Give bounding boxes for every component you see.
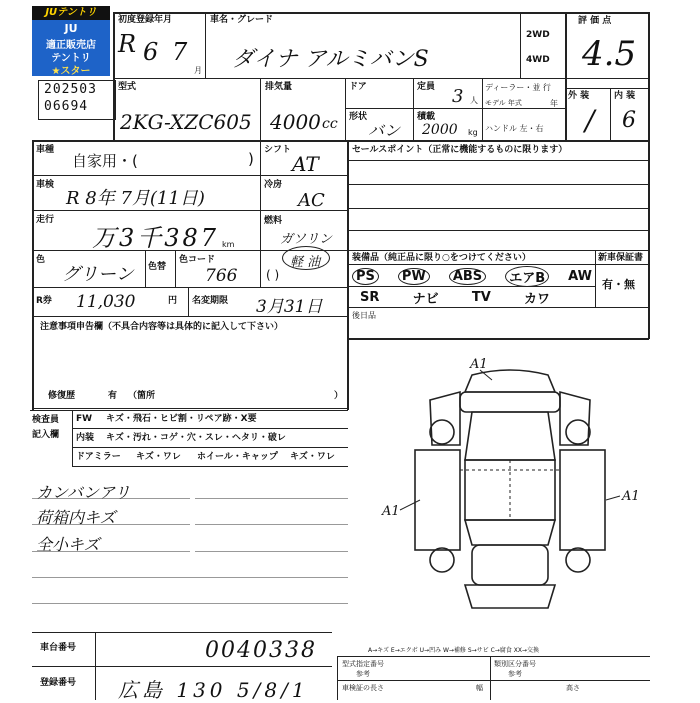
left-front-wheel [430,420,454,444]
v-line-5 [345,78,346,141]
shape-label: 形状 [349,112,368,122]
left-body-panel [415,450,460,550]
fuel-circle-mark [282,246,330,270]
row-vline-3 [175,250,176,288]
stock-number-line1: 202503 [44,82,97,97]
v-line-4 [260,78,261,141]
use-label: 車種 [36,145,55,155]
br-vline-1 [337,656,338,700]
equip-airbag: エアB [505,266,549,287]
equip-row-line-1 [347,264,649,265]
use-value: 自家用・( [72,152,138,170]
sales-point-label: セールスポイント（正常に機能するものに限ります） [352,145,568,155]
repair-value: 有 [108,391,118,401]
stock-number-line2: 06694 [44,99,89,114]
dealer-logo [32,6,110,76]
equip-tv: TV [471,289,491,305]
header-bottom-line [32,140,650,142]
row-vline-4 [188,287,189,317]
capacity-label: 定員 [417,82,436,92]
damage-mark-right: A1 [622,489,640,504]
h-line-shape [345,108,565,109]
score-label: 評 価 点 [578,16,612,26]
remark-line-5 [32,603,348,604]
color-code-value: 766 [205,266,238,286]
shift-label: シフト [264,145,292,155]
warranty-value: 有・無 [602,278,635,291]
handle-label: ハンドル 左・右 [485,124,544,133]
exterior-value: / [585,104,595,137]
equip-abs: ABS [449,268,486,285]
bottom-mid-line [32,666,332,667]
right-block-bottom [347,338,649,340]
right-front-fender [560,392,590,445]
displacement-label: 排気量 [265,82,293,92]
drive-4wd: 4WD [526,55,550,65]
v-line-1 [205,12,206,79]
fuel-label: 燃料 [264,216,283,226]
after-label: 後日品 [352,311,376,320]
rear-bumper [465,585,555,608]
repair-close: ） [334,391,344,401]
v-line-3 [565,12,567,141]
logo-mark: JU [64,22,78,35]
windshield [465,412,555,460]
registration-value: 広島 130 5/8/1 [118,678,309,702]
shift-value: AT [292,152,319,176]
damage-legend: A→キズ E→エクボ U→凹み W→補修 S→サビ C→腐食 XX→交換 [368,647,539,654]
mileage-value: 万3千387 [92,224,220,252]
fuel-value2: 軽 油 [290,255,321,270]
warranty-divider [595,250,596,308]
equipment-label: 装備品（純正品に限り○をつけてください） [352,253,531,263]
color-no-label: 色替 [148,262,167,272]
sales-line-4 [347,230,649,231]
notes-left-border [32,338,34,410]
row-line-4 [32,287,348,288]
frame-top [113,12,650,14]
logo-line2: テントリ [51,53,91,64]
remark-line-1b [195,498,348,499]
color-code-label: 色コード [179,255,216,265]
br-top-line [337,656,650,657]
yen-unit: 円 [168,296,178,306]
right-front-wheel [566,420,590,444]
bottom-vline [95,632,96,700]
center-divider [347,140,349,410]
warranty-label: 新車保証書 [598,253,644,263]
inspector-wheel-text: キズ・ワレ [290,452,335,462]
door-label: ドア [349,82,367,92]
logo-line3: ★スター [51,66,91,77]
br-ref-2: 参考 [508,670,522,678]
frame-left-top [113,12,115,140]
insp-hline-2 [72,447,348,448]
first-reg-era: R [118,30,137,58]
recycle-label: R券 [36,296,52,306]
recycle-value: 11,030 [76,292,136,312]
load-label: 積載 [417,112,436,122]
color-value: グリーン [62,264,134,285]
inspector-label2: 記入欄 [32,430,60,440]
load-value: 2000 [422,122,458,138]
equip-ps: PS [352,268,379,285]
equip-leather: カワ [523,291,550,307]
br-c4: 幅 [476,684,483,692]
row-vline-1 [260,140,261,288]
interior-label: 内 装 [614,91,636,101]
v-line-ext [610,88,611,141]
inspector-mirror: ドアミラー [76,452,121,462]
name-grade-label: 車名・グレード [210,15,274,25]
insp-hline-1 [72,428,348,429]
model-value: 2KG-XZC605 [120,110,252,134]
insp-vline-1 [72,410,73,466]
car-damage-diagram [360,350,660,630]
insp-top [30,410,348,411]
inspector-fw-text: キズ・飛石・ヒビ割・リペア跡・X要 [106,414,257,424]
sales-line-3 [347,208,649,209]
right-body-panel [560,450,605,550]
chassis-label: 車台番号 [40,643,77,653]
inspector-fw: FW [76,414,93,424]
bottom-top-line [32,632,332,633]
inspector-wheel: ホイール・キャップ [197,452,278,462]
header-mid-line [113,78,650,79]
br-ref-1: 参考 [356,670,370,678]
model-label: 型式 [118,82,137,92]
mileage-label: 走行 [36,215,55,225]
front-bumper-top [465,370,555,392]
logo-line1: 適正販売店 [46,40,96,51]
month-unit: 月 [194,66,202,75]
insp-hline-3 [72,466,348,467]
remark-1: カンバンアリ [36,483,131,502]
load-unit: kg [468,128,478,137]
ac-label: 冷房 [264,180,283,190]
right-rear-wheel [566,548,590,572]
chassis-value: 0040338 [205,638,317,663]
rear-window [465,520,555,545]
v-line-7 [482,78,483,141]
br-c1: 型式指定番号 [342,660,384,668]
inspection-label: 車検 [36,180,55,190]
front-hood [460,392,560,412]
registration-label: 登録番号 [40,678,77,688]
equip-aw: AW [568,268,592,284]
capacity-unit: 人 [470,96,478,105]
exterior-label: 外 装 [568,91,590,101]
repair-place: （箇所 [128,391,156,401]
frame-left-mid [32,140,34,340]
equip-pw: PW [398,268,430,285]
remark-line-3b [195,551,348,552]
inspector-label1: 検査員 [32,415,60,425]
damage-mark-left: A1 [382,504,400,519]
ac-value: AC [298,190,325,211]
mileage-unit: km [222,240,235,249]
equip-row-line-2 [347,286,595,287]
frame-right [648,12,650,339]
repair-label: 修復歴 [48,391,76,401]
left-front-fender [430,392,460,445]
sales-line-2 [347,184,649,185]
dealer-label: ディーラー・並 行 [485,83,551,92]
first-reg-year: 6 [143,38,159,66]
equip-navi: ナビ [412,291,439,307]
first-reg-label: 初度登録年月 [118,15,173,25]
inspector-interior: 内装 [76,433,95,443]
name-grade-value: ダイナ アルミバンS [232,47,429,72]
color-label: 色 [36,255,46,265]
remark-3: 全小キズ [36,535,100,554]
br-vline-2 [490,656,491,700]
displacement-value: 4000 [270,110,321,134]
fuel-paren: ( ) [266,268,280,282]
inspector-interior-text: キズ・汚れ・コゲ・穴・スレ・ヘタリ・破レ [106,433,286,443]
first-reg-month: 7 [172,38,188,66]
equip-row-line-3 [347,307,649,308]
notes-label: 注意事項申告欄（不具合内容等は具体的に記入して下さい） [40,322,284,332]
remark-2: 荷箱内キズ [36,508,116,527]
score-value: 4.5 [582,34,637,74]
inspection-value: R 8年 7月(11日) [66,188,205,209]
v-line-6 [413,78,414,141]
h-line-ext [565,88,650,89]
use-close: ) [248,150,254,168]
name-expiry-value: 3月31日 [256,297,323,317]
displacement-unit: cc [322,116,338,132]
br-mid-line [337,680,650,681]
name-expiry-label: 名変期限 [192,296,229,306]
drive-2wd: 2WD [526,30,550,40]
equip-sr: SR [360,289,380,305]
equipment-row1 [352,266,592,286]
equipment-row2 [360,288,550,306]
left-rear-wheel [430,548,454,572]
br-c5: 高さ [566,684,580,692]
shape-value: バン [368,121,401,140]
row-vline-2 [145,250,146,288]
logo-top-text: JUテントリ [32,6,110,20]
inspector-mirror-text: キズ・ワレ [136,452,181,462]
damage-mark-front: A1 [470,357,488,372]
remark-line-2b [195,524,348,525]
sales-line-1 [347,160,649,161]
notes-bottom [32,408,348,409]
remark-line-4 [32,577,348,578]
v-line-2 [520,12,521,79]
br-c3: 車検証の長さ [342,684,384,692]
model-year-label: モデル 年式 [485,99,522,107]
trunk [472,545,548,585]
capacity-value: 3 [452,86,464,107]
fuel-value1: ガソリン [280,232,333,247]
equip-top-line [347,250,649,251]
interior-value: 6 [622,108,636,133]
year-unit: 年 [550,99,558,108]
br-c2: 類別区分番号 [494,660,536,668]
